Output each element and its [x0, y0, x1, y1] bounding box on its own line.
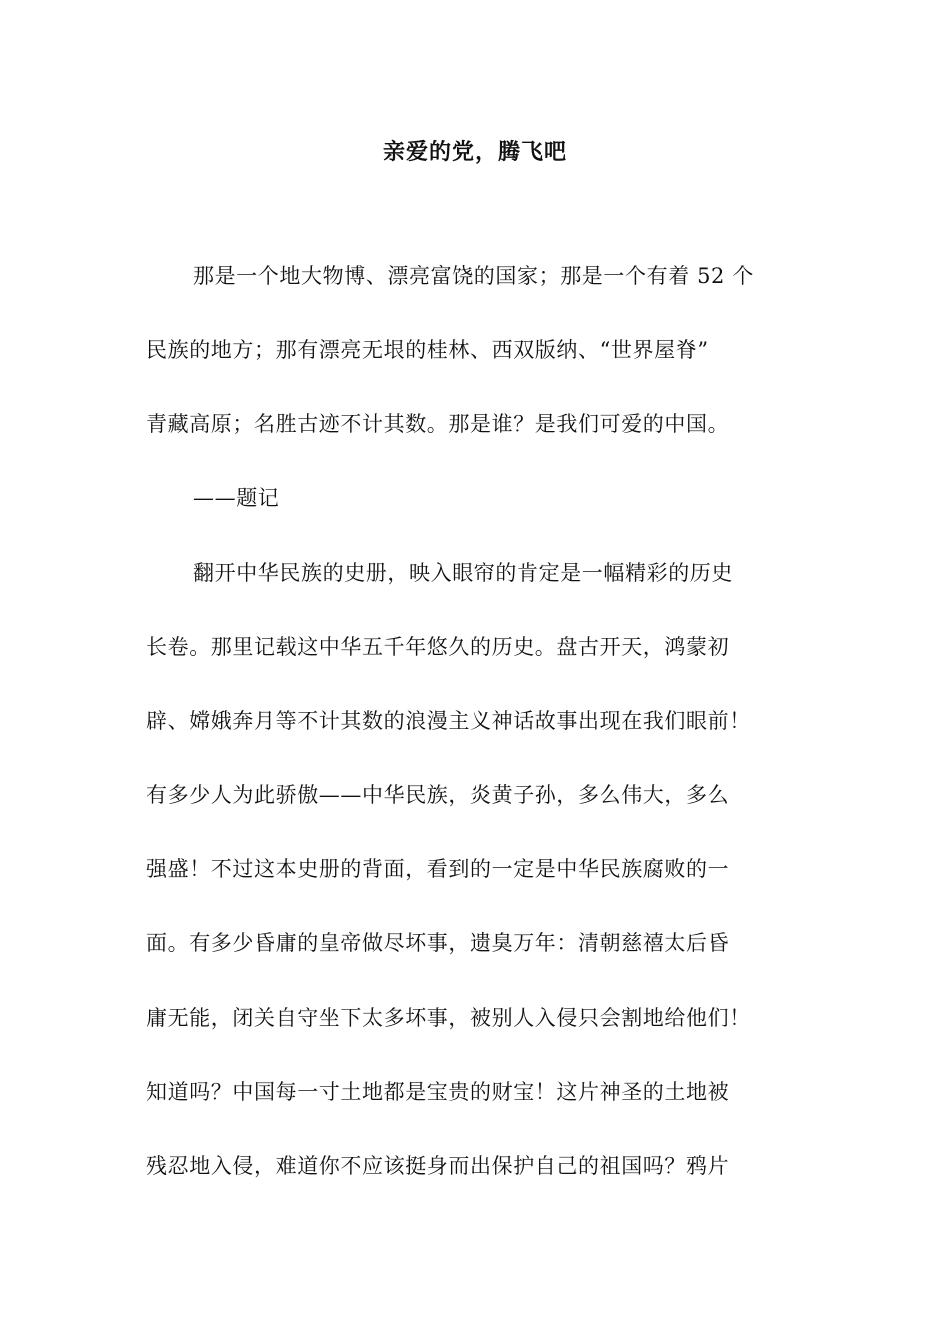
epigraph-attribution: ——题记: [193, 486, 280, 510]
paragraph-2-line-5: 强盛！不过这本史册的背面，看到的一定是中华民族腐败的一: [146, 857, 730, 881]
paragraph-2-line-7: 庸无能，闭关自守坐下太多坏事，被别人入侵只会割地给他们！: [146, 1006, 751, 1030]
document-title: 亲爱的党，腾飞吧: [382, 139, 567, 165]
paragraph-2-line-6: 面。有多少昏庸的皇帝做尽坏事，遗臭万年：清朝慈禧太后昏: [146, 931, 730, 955]
paragraph-2-line-2: 长卷。那里记载这中华五千年悠久的历史。盘古开天，鸿蒙初: [146, 635, 730, 659]
paragraph-2-line-4: 有多少人为此骄傲——中华民族，炎黄子孙，多么伟大，多么: [146, 783, 730, 807]
paragraph-2-line-8: 知道吗？中国每一寸土地都是宝贵的财宝！这片神圣的土地被: [146, 1080, 730, 1104]
paragraph-2-line-1: 翻开中华民族的史册，映入眼帘的肯定是一幅精彩的历史: [193, 561, 733, 585]
paragraph-1-line-2: 民族的地方；那有漂亮无垠的桂林、西双版纳、“世界屋脊”: [146, 338, 709, 362]
paragraph-2-line-9: 残忍地入侵，难道你不应该挺身而出保护自己的祖国吗？鸦片: [146, 1154, 730, 1178]
paragraph-1-line-1: 那是一个地大物博、漂亮富饶的国家；那是一个有着 52 个: [193, 264, 754, 288]
paragraph-1-line-3: 青藏高原；名胜古迹不计其数。那是谁？是我们可爱的中国。: [146, 412, 730, 436]
paragraph-2-line-3: 辟、嫦娥奔月等不计其数的浪漫主义神话故事出现在我们眼前！: [146, 709, 751, 733]
